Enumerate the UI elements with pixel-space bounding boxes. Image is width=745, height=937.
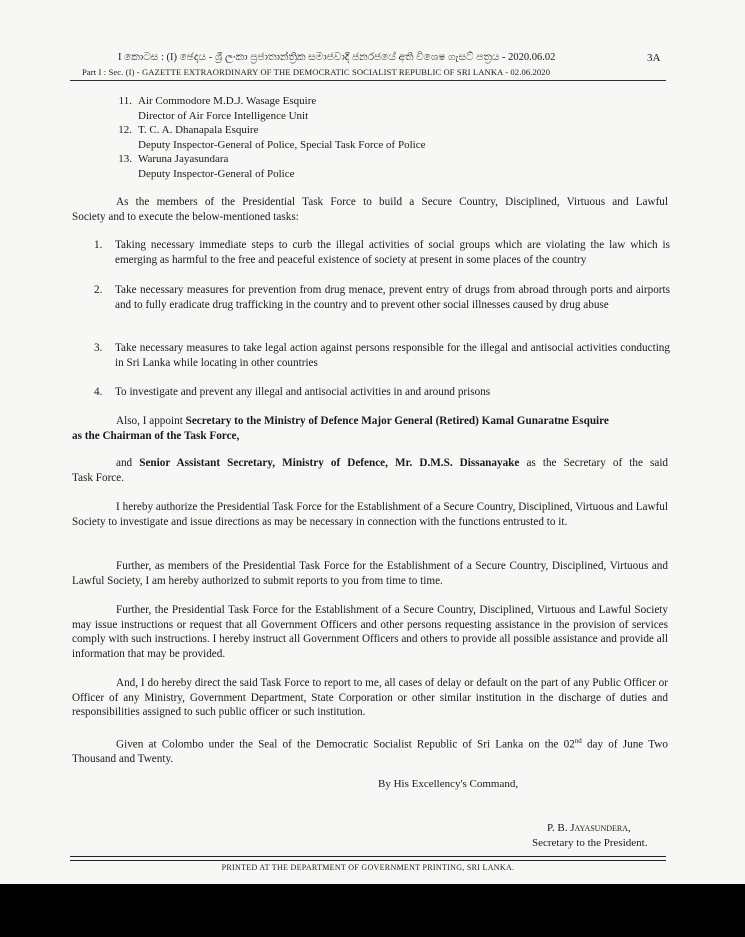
given-text: Given at Colombo under the Seal of the Democratic Socialist Republic of Sri Lanka on the 02 [116,738,575,751]
secretary-line-2: Task Force. [72,471,125,484]
sinhala-header: I කොටස : (I) ඡෙදය - ශ්‍රී ලංකා ප්‍රජාතාන්ත්‍රික සමාජවාදී ජනරජයේ අති විශෙෂ ගැසට් පත්‍රය - 2020.06.02 [118,52,556,63]
paragraph-text: Further, the Presidential Task Force for the Establishment of a Secure Country, Disciplined, Virtuous and Lawful Society may issue instructions or request that all Government Officers and other persons requesting assistance in the provision of services comply with such instructions. I hereby instruct all Government Officers and others to provide all possible assistance and provide all information that may be provided. [72,604,668,660]
command-line: By His Excellency's Command, [378,778,519,790]
secretary-paragraph [72,456,668,485]
header-rule [70,80,666,81]
member-item [110,152,610,181]
task-number: 3. [94,342,103,354]
chairman-name: Secretary to the Ministry of Defence Major General (Retired) Kamal Gunaratne Esquire [185,415,609,427]
footer-rule-thick [70,860,666,861]
member-name: T. C. A. Dhanapala Esquire [138,124,259,136]
member-item [110,94,610,123]
intro-paragraph [72,195,668,224]
given-text-2: day of June Two [581,738,668,751]
task-item [94,238,670,268]
member-item [110,123,610,152]
task-item [94,341,670,371]
paragraph-text: And, I do hereby direct the said Task Force to report to me, all cases of delay or default on the part of any Public Officer or Officer of any Ministry, Government Department, State Corporation or other similar institution in the discharge of duties and responsibilities assigned to such public officer or such institution. [72,677,668,718]
secretary-name: Senior Assistant Secretary, Ministry of Defence, Mr. D.M.S. Dissanayake [139,457,520,469]
member-number: 12. [118,124,132,136]
member-number: 11. [118,95,132,107]
intro-line-1: As the members of the Presidential Task Force to build a Secure Country, Disciplined, Virtuous and Lawful [116,196,668,208]
secretary-prefix: and [116,457,140,469]
given-sup: nd [574,737,582,745]
appoint-prefix: Also, I appoint [116,415,186,427]
chairman-paragraph [72,414,668,443]
english-header: Part I : Sec. (I) - GAZETTE EXTRAORDINARY OF THE DEMOCRATIC SOCIALIST REPUBLIC OF SRI LANKA - 02.06.2020 [82,67,551,77]
task-item [94,283,670,328]
member-title: Deputy Inspector-General of Police [138,167,295,180]
printer-footer: PRINTED AT THE DEPARTMENT OF GOVERNMENT PRINTING, SRI LANKA. [221,863,515,872]
member-name: Waruna Jayasundara [138,153,229,165]
task-text: To investigate and prevent any illegal and antisocial activities in and around prisons [115,386,491,398]
instructions-paragraph [72,603,668,661]
member-list [110,94,610,181]
member-name: Air Commodore M.D.J. Wasage Esquire [138,95,317,107]
member-title: Director of Air Force Intelligence Unit [138,109,309,122]
signatory-name: P. B. Jayasundera, [547,822,631,834]
task-number: 1. [94,239,103,251]
reports-paragraph [72,559,668,588]
secretary-suffix: as the Secretary of the said [519,457,669,469]
given-paragraph [72,734,668,767]
member-number: 13. [118,153,132,165]
task-number: 4. [94,386,103,398]
paragraph-text: Further, as members of the Presidential Task Force for the Establishment of a Secure Country, Disciplined, Virtuous and Lawful Society, I am hereby authorized to submit reports to you from time to time. [72,560,668,587]
direction-paragraph [72,676,668,720]
intro-line-2: Society and to execute the below-mentioned tasks: [72,210,299,223]
member-title: Deputy Inspector-General of Police, Special Task Force of Police [138,138,426,151]
task-text: Take necessary measures for prevention from drug menace, prevent entry of drugs from abroad through ports and airports and to fully eradicate drug trafficking in the country and to prevent other social illnesses caused by drug abuse [115,284,670,311]
task-number: 2. [94,284,103,296]
task-text: Taking necessary immediate steps to curb the illegal activities of social groups which are violating the law which is emerging as harmful to the free and peaceful existence of society at present in some places of the country [115,239,670,266]
page-number: 3A [647,52,661,64]
authorize-paragraph [72,500,668,529]
footer-rule [70,856,666,857]
signatory-title: Secretary to the President. [532,837,648,849]
task-item [94,385,670,400]
task-text: Take necessary measures to take legal action against persons responsible for the illegal and antisocial activities conducting in Sri Lanka while locating in other countries [115,342,670,369]
given-line-2: Thousand and Twenty. [72,753,174,766]
chairman-role: as the Chairman of the Task Force, [72,429,240,442]
paragraph-text: I hereby authorize the Presidential Task Force for the Establishment of a Secure Country, Disciplined, Virtuous and Lawful Society to investigate and issue directions as may be necessary in connection with the functions entrusted to it. [72,501,668,528]
